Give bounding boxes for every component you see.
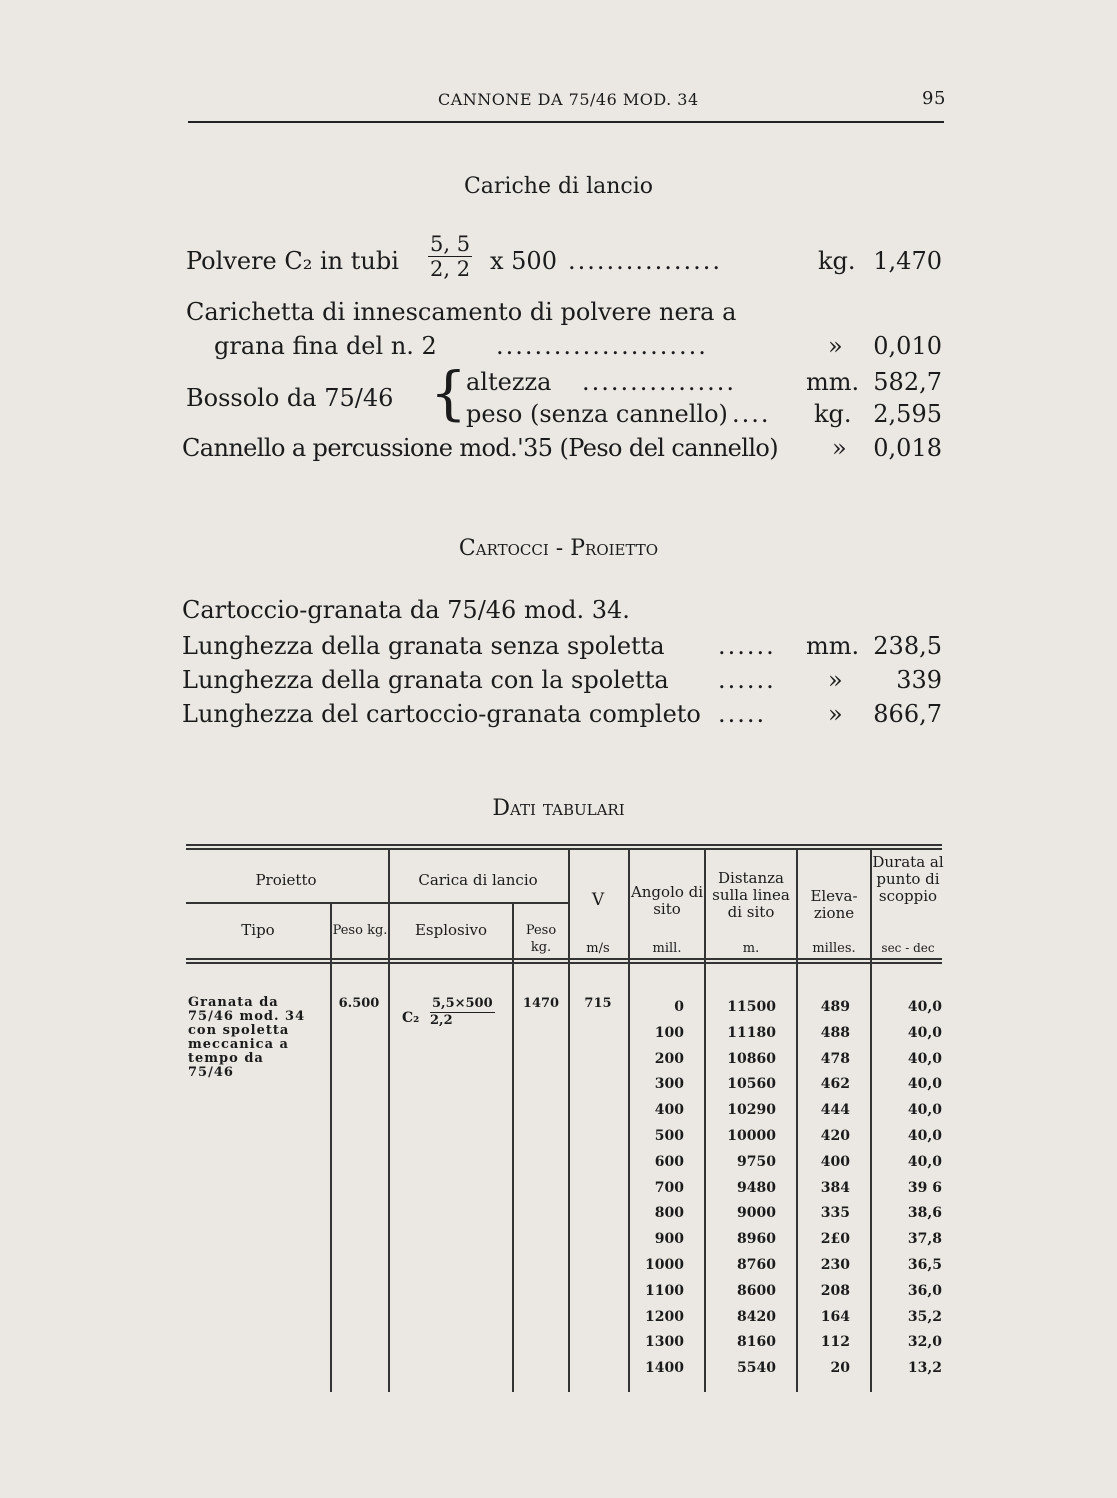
cannello-value: 0,018	[873, 434, 942, 462]
header-m: m.	[742, 941, 760, 956]
table-cell-durata: 13,2	[907, 1360, 942, 1377]
table-cell-angolo: 900	[654, 1231, 684, 1248]
table-cell-elevazione: 478	[820, 1050, 850, 1067]
cartoccio-dimension-row	[182, 632, 942, 662]
table-cell-durata: 38,6	[907, 1205, 942, 1222]
table-cell-angolo: 700	[654, 1179, 684, 1196]
carichetta-line1: Carichetta di innescamento di polvere nera a	[186, 298, 737, 326]
table-top-rule	[186, 848, 942, 850]
section-title-dati: Dati tabulari	[492, 796, 625, 821]
table-cell-distanza: 11500	[727, 999, 776, 1015]
page-number: 95	[922, 88, 946, 109]
table-cell-elevazione: 384	[820, 1179, 850, 1196]
table-cell-distanza: 11180	[727, 1024, 776, 1041]
table-cell-angolo: 800	[654, 1205, 684, 1222]
table-cell-elevazione: 2£0	[820, 1231, 850, 1248]
leader-dots: ................	[582, 368, 737, 396]
carichetta-unit: »	[828, 332, 843, 360]
table-cell-angolo: 0	[674, 999, 684, 1015]
cartoccio-dimension-value: 238,5	[873, 632, 942, 660]
peso-label: peso (senza cannello)	[466, 400, 728, 428]
col-rule	[568, 848, 570, 1392]
table-cell-durata: 40,0	[907, 1153, 942, 1170]
leader-dots: .....	[718, 700, 767, 728]
cartoccio-dimension-label: Lunghezza del cartoccio-granata completo	[182, 700, 701, 728]
table-cell-durata: 36,0	[907, 1282, 942, 1299]
leader-dots: ......	[718, 666, 776, 694]
table-cell-durata: 35,2	[907, 1308, 942, 1325]
header-durata: Durata al punto di scoppio	[872, 853, 944, 905]
header-carica: Carica di lancio	[418, 871, 538, 889]
table-cell-angolo: 400	[654, 1102, 684, 1119]
proietto-tipo-line: 75/46 mod. 34	[188, 1009, 306, 1024]
table-cell-elevazione: 400	[820, 1153, 850, 1170]
cartoccio-dimension-unit: mm.	[806, 632, 860, 660]
carichetta-value: 0,010	[873, 332, 942, 360]
esplosivo-fraction	[430, 996, 495, 1029]
table-cell-elevazione: 20	[830, 1360, 850, 1377]
header-v: V	[591, 890, 605, 910]
table-cell-elevazione: 164	[820, 1308, 850, 1325]
section-title-cartocci: Cartocci - Proietto	[458, 536, 659, 561]
cartoccio-dimension-unit: »	[828, 700, 843, 728]
table-cell-distanza: 9750	[737, 1153, 776, 1170]
cartoccio-dimension-value: 339	[896, 666, 942, 694]
table-cell-distanza: 9480	[737, 1179, 776, 1196]
altezza-unit: mm.	[806, 368, 860, 396]
table-top-rule	[186, 844, 942, 846]
v-value: 715	[584, 996, 612, 1011]
table-cell-elevazione: 112	[820, 1334, 850, 1351]
cartoccio-dimension-row	[182, 666, 942, 696]
brace-icon: {	[430, 359, 467, 427]
table-cell-durata: 40,0	[907, 1128, 942, 1144]
carica-peso: 1470	[522, 996, 560, 1011]
esplosivo-numerator: 5,5×500	[432, 996, 493, 1011]
polvere-fraction	[428, 232, 472, 281]
table-cell-durata: 40,0	[907, 1102, 942, 1119]
header-proietto: Proietto	[255, 871, 317, 889]
proietto-tipo-line: meccanica a	[188, 1037, 289, 1052]
leader-dots: ................	[568, 247, 723, 275]
polvere-suffix: x 500	[490, 247, 557, 275]
table-cell-distanza: 10560	[727, 1076, 776, 1093]
cannello-label: Cannello a percussione mod.'35 (Peso del cannello)	[182, 434, 779, 462]
table-cell-durata: 36,5	[907, 1257, 942, 1273]
table-cell-angolo: 1000	[645, 1257, 684, 1273]
cartoccio-dimension-value: 866,7	[873, 700, 942, 728]
header-ms: m/s	[586, 941, 610, 956]
esplosivo-denominator: 2,2	[430, 1013, 453, 1028]
table-cell-durata: 40,0	[907, 1076, 942, 1093]
header-elevazione: Eleva- zione	[810, 887, 858, 922]
col-rule	[330, 902, 332, 1392]
table-cell-angolo: 200	[654, 1050, 684, 1067]
table-cell-durata: 39 6	[907, 1179, 942, 1196]
header-secdec: sec - dec	[881, 941, 935, 955]
header-peso-kg: Peso kg.	[332, 923, 388, 938]
leader-dots: ......	[718, 632, 776, 660]
header-distanza: Distanza sulla linea di sito	[712, 869, 790, 921]
col-rule	[512, 902, 514, 1392]
table-cell-distanza: 10860	[727, 1050, 776, 1067]
peso-value: 2,595	[873, 400, 942, 428]
header-peso-kg-2: Peso kg.	[525, 923, 557, 955]
proietto-tipo-line: tempo da	[188, 1051, 264, 1066]
carichetta-line2	[214, 332, 942, 362]
header-bottom-rule	[186, 958, 942, 960]
cannello-unit: »	[832, 434, 847, 462]
table-cell-elevazione: 420	[820, 1128, 850, 1144]
table-cell-elevazione: 489	[820, 999, 850, 1015]
table-cell-durata: 32,0	[907, 1334, 942, 1351]
carichetta-label: grana fina del n. 2	[214, 332, 437, 360]
cartoccio-dimension-unit: »	[828, 666, 843, 694]
table-cell-durata: 40,0	[907, 1050, 942, 1067]
header-rule	[188, 121, 944, 123]
table-cell-durata: 40,0	[907, 999, 942, 1015]
table-cell-angolo: 1200	[645, 1308, 684, 1325]
table-cell-distanza: 10290	[727, 1102, 776, 1119]
table-cell-angolo: 300	[654, 1076, 684, 1093]
table-cell-elevazione: 208	[820, 1282, 850, 1299]
proietto-tipo-line: con spoletta	[188, 1023, 290, 1038]
polvere-value: 1,470	[873, 247, 942, 275]
proietto-peso: 6.500	[338, 996, 380, 1011]
table-cell-elevazione: 462	[820, 1076, 850, 1093]
header-bottom-rule	[186, 962, 942, 964]
table-cell-distanza: 8160	[737, 1334, 776, 1351]
table-cell-distanza: 10000	[727, 1128, 776, 1144]
leader-dots: ......................	[496, 332, 708, 360]
header-tipo: Tipo	[241, 921, 275, 939]
header-milles: milles.	[812, 941, 856, 956]
table-cell-elevazione: 488	[820, 1024, 850, 1041]
table-cell-durata: 40,0	[907, 1024, 942, 1041]
leader-dots: ....	[732, 400, 771, 428]
fraction-numerator: 5, 5	[430, 232, 471, 256]
table-cell-distanza: 8960	[737, 1231, 776, 1248]
cartoccio-dimension-row	[182, 700, 942, 730]
table-cell-angolo: 1300	[645, 1334, 684, 1351]
table-cell-elevazione: 444	[820, 1102, 850, 1119]
fraction-denominator: 2, 2	[430, 257, 471, 281]
proietto-tipo-line: Granata da	[188, 995, 279, 1010]
cannello-line	[182, 434, 942, 464]
table-cell-elevazione: 335	[820, 1205, 850, 1222]
proietto-tipo-line: 75/46	[188, 1065, 234, 1080]
table-cell-distanza: 5540	[737, 1360, 776, 1377]
table-cell-distanza: 9000	[737, 1205, 776, 1222]
running-title: CANNONE DA 75/46 MOD. 34	[438, 90, 699, 109]
bossolo-label: Bossolo da 75/46	[186, 384, 394, 412]
polvere-prefix: Polvere C₂ in tubi	[186, 247, 399, 275]
cartoccio-dimension-label: Lunghezza della granata senza spoletta	[182, 632, 665, 660]
table-cell-angolo: 1400	[645, 1360, 684, 1377]
table-cell-durata: 37,8	[907, 1231, 942, 1248]
table-cell-distanza: 8420	[737, 1308, 776, 1325]
section-title-cariche: Cariche di lancio	[463, 174, 654, 199]
polvere-line	[186, 232, 942, 290]
header-mill: mill.	[652, 941, 682, 956]
peso-unit: kg.	[814, 400, 852, 428]
esplosivo-symbol: C₂	[402, 1010, 420, 1026]
polvere-unit: kg.	[818, 247, 856, 275]
table-cell-angolo: 1100	[645, 1282, 684, 1299]
altezza-value: 582,7	[873, 368, 942, 396]
table-cell-angolo: 600	[654, 1153, 684, 1170]
table-cell-angolo: 100	[654, 1024, 684, 1041]
altezza-label: altezza	[466, 368, 552, 396]
cartoccio-dimension-label: Lunghezza della granata con la spoletta	[182, 666, 669, 694]
proietto-tipo	[188, 996, 328, 1080]
table-cell-elevazione: 230	[820, 1257, 850, 1273]
header-esplosivo: Esplosivo	[414, 921, 488, 939]
table-cell-distanza: 8760	[737, 1257, 776, 1273]
tabular-data-table	[186, 840, 946, 1400]
bossolo-block	[186, 359, 942, 430]
header-angolo: Angolo di sito	[630, 883, 704, 918]
table-cell-distanza: 8600	[737, 1282, 776, 1299]
header-sub-rule	[186, 902, 568, 904]
table-cell-angolo: 500	[654, 1128, 684, 1144]
cartoccio-line: Cartoccio-granata da 75/46 mod. 34.	[182, 596, 630, 624]
